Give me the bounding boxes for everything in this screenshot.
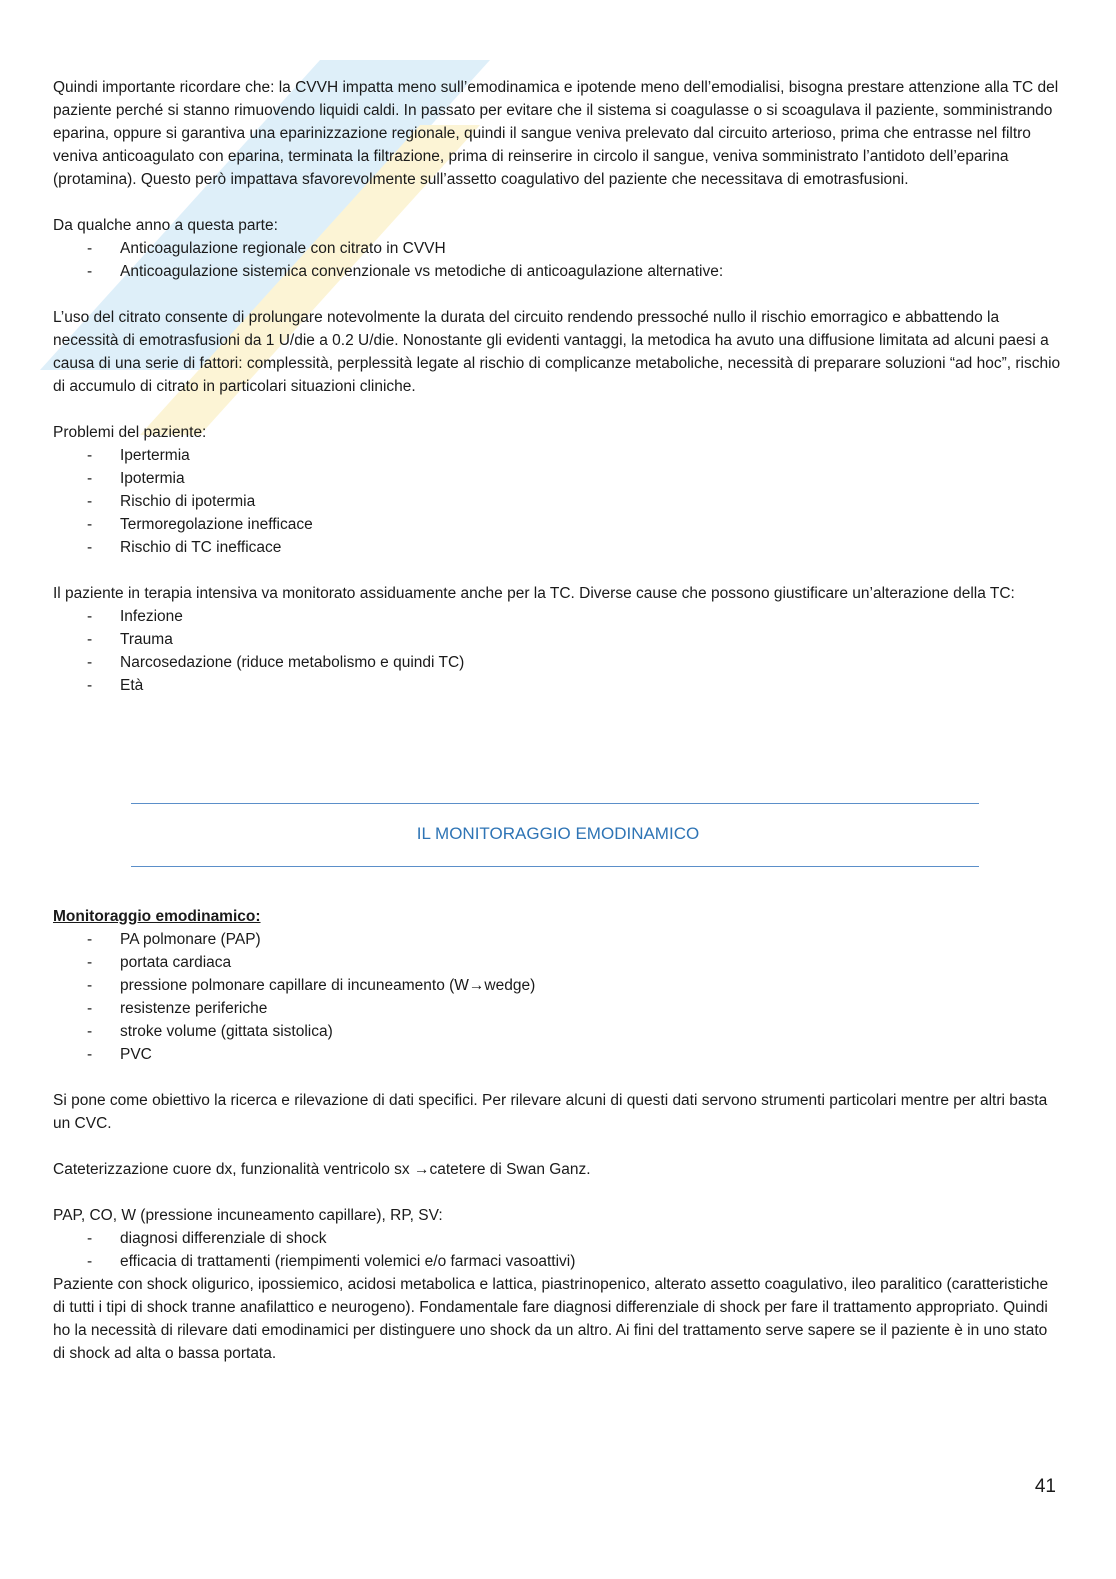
list-item: - pressione polmonare capillare di incuneamento (W→wedge): [53, 974, 1063, 997]
document-body: [53, 76, 1063, 1365]
list-item: - PA polmonare (PAP): [53, 928, 1063, 951]
list-item: - Termoregolazione inefficace: [53, 513, 1063, 536]
paragraph-tc: Il paziente in terapia intensiva va monitorato assiduamente anche per la TC. Diverse cause che possono giustificare un’alterazione della TC:: [53, 585, 1015, 602]
list-item: - resistenze periferiche: [53, 997, 1063, 1020]
list-item: - stroke volume (gittata sistolica): [53, 1020, 1063, 1043]
page-number: 41: [1034, 1476, 1056, 1497]
list-item: - diagnosi differenziale di shock: [53, 1227, 1063, 1250]
list-item: - Infezione: [53, 605, 1063, 628]
list-item: - PVC: [53, 1043, 1063, 1066]
list-item: - Età: [53, 674, 1063, 697]
list-item: - portata cardiaca: [53, 951, 1063, 974]
list-item: - Narcosedazione (riduce metabolismo e quindi TC): [53, 651, 1063, 674]
list-item: - Rischio di ipotermia: [53, 490, 1063, 513]
list-item: - efficacia di trattamenti (riempimenti volemici e/o farmaci vasoattivi): [53, 1250, 1063, 1273]
section-header: [53, 784, 1063, 894]
list-item: - Ipotermia: [53, 467, 1063, 490]
list-item: - Trauma: [53, 628, 1063, 651]
paragraph-citrato: L’uso del citrato consente di prolungare notevolmente la durata del circuito rendendo pressoché nullo il rischio emorragico e abbattendo la necessità di emotrasfusioni da 1 U/die a 0.2 U/die. Nonostante gli evidenti vantaggi, la metodica ha avuto una diffusione limitata ad alcuni paesi a causa di una serie di fattori: complessità, perplessità legate al rischio di complicanze metaboliche, necessità di preparare soluzioni “ad hoc”, rischio di accumulo di citrato in particolari situazioni cliniche.: [53, 309, 1061, 395]
paragraph-cvvh: Quindi importante ricordare che: la CVVH impatta meno sull’emodinamica e ipotende meno dell’emodialisi, bisogna prestare attenzione alla TC del paziente perché si stanno rimuovendo liquidi caldi. In passato per evitare che il sistema si coagulasse o si scoagulava il paziente, somministrando eparina, oppure si garantiva una eparinizzazione regionale, quindi il sangue veniva prelevato dal circuito arterioso, prima che entrasse nel filtro veniva anticoagulato con eparina, terminata la filtrazione, prima di reinserire in circolo il sangue, veniva somministrato l’antidoto dell’eparina (protamina). Questo però impattava sfavorevolmente sull’assetto coagulativo del paziente che necessitava di emotrasfusioni.: [53, 79, 1059, 188]
subheading: Monitoraggio emodinamico:: [53, 908, 261, 925]
intro-recent: Da qualche anno a questa parte:: [53, 217, 278, 234]
list-item: - Ipertermia: [53, 444, 1063, 467]
divider-top: [131, 803, 979, 804]
list-params: [53, 1227, 1063, 1273]
divider-bottom: [131, 866, 979, 867]
list-item: - Anticoagulazione regionale con citrato in CVVH: [53, 237, 1063, 260]
paragraph-shock: Paziente con shock oligurico, ipossiemico, acidosi metabolica e lattica, piastrinopenico, alterato assetto coagulativo, ileo paralitico (caratteristiche di tutti i tipi di shock tranne anafilattico e neurogeno). Fondamentale fare diagnosi differenziale di shock per fare il trattamento appropriato. Quindi ho la necessità di rilevare dati emodinamici per distinguere uno shock da un altro. Ai fini del trattamento serve sapere se il paziente è in uno stato di shock ad alta o bassa portata.: [53, 1276, 1049, 1362]
list-item: - Anticoagulazione sistemica convenzionale vs metodiche di anticoagulazione alternative:: [53, 260, 1063, 283]
list-monitoring: [53, 928, 1063, 1066]
paragraph-obiettivo: Si pone come obiettivo la ricerca e rilevazione di dati specifici. Per rilevare alcuni di questi dati servono strumenti particolari mentre per altri basta un CVC.: [53, 1092, 1048, 1132]
list-item: - Rischio di TC inefficace: [53, 536, 1063, 559]
list-causes: [53, 605, 1063, 697]
paragraph-swan-ganz: Cateterizzazione cuore dx, funzionalità ventricolo sx →catetere di Swan Ganz.: [53, 1161, 591, 1178]
list-recent: [53, 237, 1063, 283]
intro-params: PAP, CO, W (pressione incuneamento capillare), RP, SV:: [53, 1207, 443, 1224]
intro-problems: Problemi del paziente:: [53, 424, 207, 441]
section-title: IL MONITORAGGIO EMODINAMICO: [416, 824, 700, 843]
list-problems: [53, 444, 1063, 559]
